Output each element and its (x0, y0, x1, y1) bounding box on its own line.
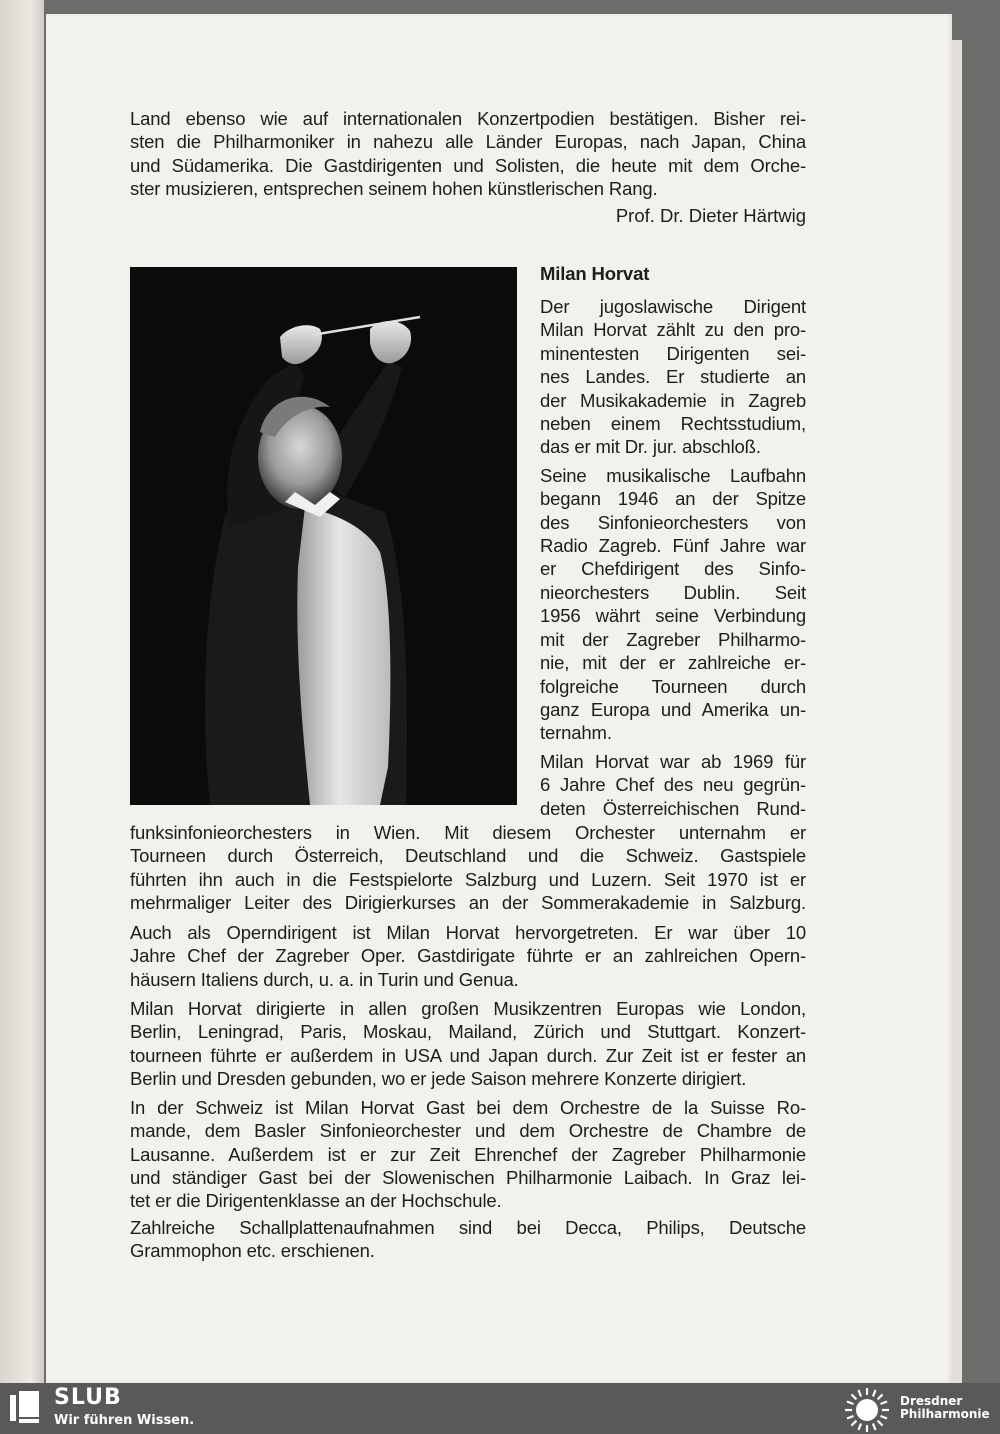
text-line: Berlin und Dresden gebunden, wo er jede Saison mehrere Konzerte dirigiert. (130, 1067, 747, 1089)
bio-line: Milan Horvat war ab 1969 für (540, 750, 806, 772)
bio-line: nieorchesters Dublin. Seit (540, 581, 806, 603)
text-line: und ständiger Gast bei der Slowenischen Philharmonie Laibach. In Graz lei- (130, 1166, 806, 1188)
partner-name (900, 1395, 990, 1421)
paragraph-vienna (130, 821, 806, 914)
text-line: Milan Horvat dirigierte in allen großen Musikzentren Europas wie London, (130, 998, 806, 1019)
bio-line: ternahm. (540, 722, 612, 744)
paragraph-recordings (130, 1216, 806, 1263)
text-line: Auch als Operndirigent ist Milan Horvat hervorgetreten. Er war über 10 (130, 922, 806, 943)
author-signature: Prof. Dr. Dieter Härtwig (615, 205, 806, 226)
bio-line: deten Österreichischen Rund- (540, 797, 806, 819)
library-name: SLUB (54, 1385, 122, 1410)
philharmonie-logo-icon (843, 1386, 891, 1434)
conductor-illustration (130, 267, 517, 805)
text-line: tourneen führte er außerdem in USA und Japan durch. Zur Zeit ist er fester an (130, 1044, 806, 1066)
bio-line: ganz Europa und Amerika un- (540, 698, 806, 720)
facing-page-edge (0, 0, 44, 1383)
bio-line: das er mit Dr. jur. abschloß. (540, 436, 761, 458)
text-line: Grammophon etc. erschienen. (130, 1240, 375, 1262)
intro-line: Land ebenso wie auf internationalen Konzertpodien bestätigen. Bisher rei- (130, 108, 806, 129)
partner-name-line2: Philharmonie (900, 1407, 990, 1421)
bio-line: Radio Zagreb. Fünf Jahre war (540, 535, 806, 557)
text-line: funksinfonieorchesters in Wien. Mit diesem Orchester unternahm er (130, 822, 806, 843)
footer-bar (0, 1383, 1000, 1433)
text-line: führten ihn auch in die Festspielorte Salzburg und Luzern. Seit 1970 ist er (130, 868, 806, 890)
slub-logo-icon (10, 1391, 40, 1423)
biography-column (540, 262, 806, 820)
bio-line: der Musikakademie in Zagreb (540, 389, 806, 411)
bio-line: des Sinfonieorchesters von (540, 511, 806, 533)
intro-line: sten die Philharmoniker in nahezu alle Länder Europas, nach Japan, China (130, 131, 806, 153)
bio-line: Seine musikalische Laufbahn (540, 464, 806, 486)
bio-line: Der jugoslawische Dirigent (540, 296, 806, 317)
bio-line: 1956 währt seine Verbindung (540, 605, 806, 627)
paragraph-music-centers (130, 997, 806, 1090)
bio-line: begann 1946 an der Spitze (540, 488, 806, 510)
text-line: mehrmaliger Leiter des Dirigierkurses an der Sommerakademie in Salzburg. (130, 891, 806, 913)
text-line: Tourneen durch Österreich, Deutschland und die Schweiz. Gastspiele (130, 845, 806, 867)
intro-line: und Südamerika. Die Gastdirigenten und Solisten, die heute mit dem Orche- (130, 154, 806, 176)
bio-line: neben einem Rechtsstudium, (540, 413, 806, 435)
text-line: Jahre Chef der Zagreber Oper. Gastdirigate führte er an zahlreichen Opern- (130, 945, 806, 967)
bio-line: nes Landes. Er studierte an (540, 366, 806, 388)
text-line: Zahlreiche Schallplattenaufnahmen sind bei Decca, Philips, Deutsche (130, 1217, 806, 1238)
text-line: tet er die Dirigentenklasse an der Hochschule. (130, 1190, 502, 1212)
text-line: mande, dem Basler Sinfonieorchester und dem Orchestre de Chambre de (130, 1120, 806, 1142)
bio-line: nie, mit der er zahlreiche er- (540, 652, 806, 674)
intro-line: ster musizieren, entsprechen seinem hohen künstlerischen Rang. (130, 178, 658, 200)
bio-line: minentesten Dirigenten sei- (540, 342, 806, 364)
conductor-photo (130, 267, 517, 805)
paragraph-opera (130, 921, 806, 991)
intro-paragraph (130, 107, 806, 201)
bio-line: folgreiche Tourneen durch (540, 675, 806, 697)
text-line: häusern Italiens durch, u. a. in Turin und Genua. (130, 968, 519, 990)
bio-line: 6 Jahre Chef des neu gegrün- (540, 774, 806, 796)
partner-name-line1: Dresdner (900, 1394, 963, 1408)
page-edge (952, 40, 962, 1383)
bio-line: er Chefdirigent des Sinfo- (540, 558, 806, 580)
text-line: Berlin, Leningrad, Paris, Moskau, Mailand, Zürich und Stuttgart. Konzert- (130, 1021, 806, 1043)
text-line: In der Schweiz ist Milan Horvat Gast bei dem Orchestre de la Suisse Ro- (130, 1097, 806, 1118)
paragraph-switzerland (130, 1096, 806, 1212)
bio-line: mit der Zagreber Philharmo- (540, 628, 806, 650)
bio-line: Milan Horvat zählt zu den pro- (540, 319, 806, 341)
library-tagline: Wir führen Wissen. (54, 1413, 195, 1428)
section-heading: Milan Horvat (540, 263, 650, 284)
text-line: Lausanne. Außerdem ist er zur Zeit Ehrenchef der Zagreber Philharmonie (130, 1143, 806, 1165)
